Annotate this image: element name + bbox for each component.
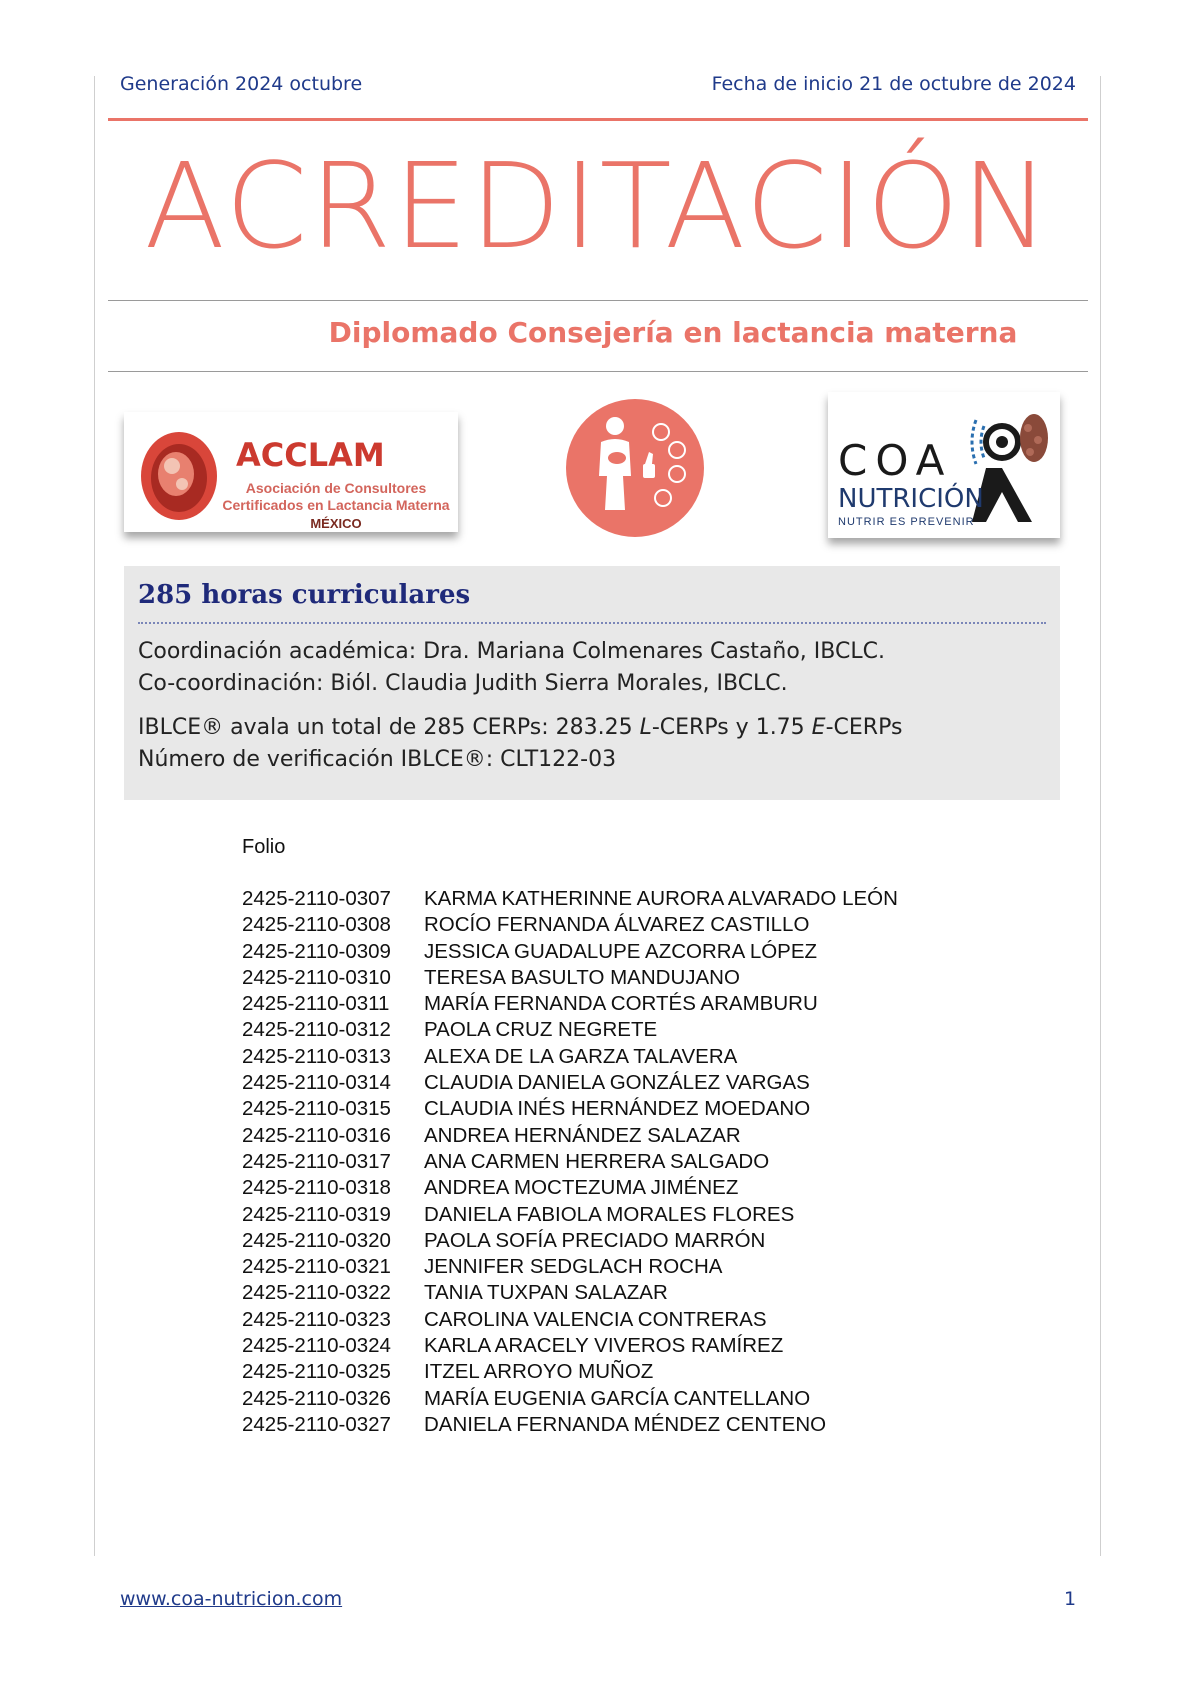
participant-row [242,939,898,965]
title-divider-top [108,300,1088,301]
title-divider-bottom [108,371,1088,372]
participant-folio: 2425-2110-0307 [242,887,391,910]
participant-folio: 2425-2110-0326 [242,1386,391,1410]
participant-row [242,1096,898,1122]
participant-folio: 2425-2110-0325 [242,1360,391,1384]
participant-row [242,965,898,991]
cerps-text-prefix: IBLCE® avala un total de 285 CERPs: 283.25 [138,715,640,740]
participant-folio: 2425-2110-0322 [242,1281,391,1305]
participant-row [242,1017,898,1043]
participant-row [242,1123,898,1149]
verification-number: Número de verificación IBLCE®: CLT122-03 [138,747,617,772]
page-number: 1 [1064,1588,1077,1610]
participant-name: PAOLA CRUZ NEGRETE [424,1018,658,1042]
participant-row [242,1307,898,1333]
acclam-logo [124,412,458,532]
participant-name: ROCÍO FERNANDA ÁLVAREZ CASTILLO [424,913,810,937]
participant-row [242,912,898,938]
participant-row [242,1333,898,1359]
website-link[interactable]: www.coa-nutricion.com [120,1588,343,1610]
left-margin-line [94,76,95,1556]
participant-folio: 2425-2110-0310 [242,965,391,989]
acclam-line1: Asociación de Consultores [245,480,427,496]
participant-row [242,1386,898,1412]
participant-row [242,1149,898,1175]
participant-folio: 2425-2110-0317 [242,1149,391,1173]
participant-name: KARLA ARACELY VIVEROS RAMÍREZ [424,1334,784,1358]
participant-name: PAOLA SOFÍA PRECIADO MARRÓN [424,1228,766,1252]
header-generation: Generación 2024 octubre [120,73,363,95]
participant-folio: 2425-2110-0324 [242,1334,391,1358]
header-start-date: Fecha de inicio 21 de octubre de 2024 [711,73,1076,95]
participant-name: KARMA KATHERINNE AURORA ALVARADO LEÓN [424,887,898,910]
co-coordination: Co-coordinación: Biól. Claudia Judith Sierra Morales, IBCLC. [138,671,788,696]
participant-row [242,1070,898,1096]
participant-row [242,1175,898,1201]
participant-name: ITZEL ARROYO MUÑOZ [424,1360,654,1384]
participant-folio: 2425-2110-0315 [242,1097,391,1121]
participant-folio: 2425-2110-0316 [242,1123,391,1147]
participant-folio: 2425-2110-0318 [242,1176,391,1200]
cerps-e-letter: E [811,715,826,740]
participant-name: JENNIFER SEDGLACH ROCHA [424,1255,723,1279]
coa-word: COA [838,436,953,485]
participant-row [242,1254,898,1280]
participant-name: DANIELA FABIOLA MORALES FLORES [424,1202,795,1226]
participant-row [242,1228,898,1254]
participant-row [242,1202,898,1228]
participant-row [242,1359,898,1385]
participant-name: CLAUDIA DANIELA GONZÁLEZ VARGAS [424,1071,810,1095]
curricular-hours: 285 horas curriculares [138,580,471,610]
acclam-country: MÉXICO [310,516,362,531]
cerps-text-mid: -CERPs y 1.75 [651,715,812,740]
participant-folio: 2425-2110-0311 [242,992,390,1016]
participant-list [242,886,898,1438]
acclam-line2: Certificados en Lactancia Materna [222,497,450,513]
accreditation-info-box [124,566,1060,800]
acclam-name: ACCLAM [236,436,385,474]
participant-folio: 2425-2110-0323 [242,1307,391,1331]
participant-name: CAROLINA VALENCIA CONTRERAS [424,1307,767,1331]
header-divider [108,118,1088,121]
participant-name: MARÍA EUGENIA GARCÍA CANTELLANO [424,1386,811,1410]
participant-row [242,1044,898,1070]
participant-name: TANIA TUXPAN SALAZAR [424,1281,668,1305]
cerps-statement [138,712,1046,744]
participant-folio: 2425-2110-0309 [242,939,391,963]
dotted-divider [138,622,1046,624]
participant-folio: 2425-2110-0319 [242,1202,391,1226]
folio-label: Folio [242,836,286,858]
participant-folio: 2425-2110-0308 [242,913,391,937]
participant-folio: 2425-2110-0313 [242,1044,391,1068]
academic-coordination: Coordinación académica: Dra. Mariana Colmenares Castaño, IBCLC. [138,639,885,664]
participant-row [242,1280,898,1306]
participant-folio: 2425-2110-0320 [242,1228,391,1252]
participant-folio: 2425-2110-0327 [242,1412,391,1436]
participant-name: ANDREA HERNÁNDEZ SALAZAR [424,1123,741,1147]
participant-row [242,991,898,1017]
acclam-emblem-icon [136,428,222,524]
participant-name: ALEXA DE LA GARZA TALAVERA [424,1044,738,1068]
cerps-l-letter: L [639,715,652,740]
breastfeeding-circle-icon [565,398,705,538]
coa-nutricion-logo [828,392,1060,538]
participant-row [242,1412,898,1438]
participant-row [242,886,898,912]
participant-name: DANIELA FERNANDA MÉNDEZ CENTENO [424,1412,827,1436]
participant-folio: 2425-2110-0314 [242,1071,391,1095]
participant-name: TERESA BASULTO MANDUJANO [424,965,740,989]
participant-folio: 2425-2110-0321 [242,1255,391,1279]
coa-nutricion-word: NUTRICIÓN [838,484,984,514]
participant-name: MARÍA FERNANDA CORTÉS ARAMBURU [424,992,818,1016]
participant-folio: 2425-2110-0312 [242,1018,391,1042]
participant-name: JESSICA GUADALUPE AZCORRA LÓPEZ [424,939,818,963]
participant-name: ANDREA MOCTEZUMA JIMÉNEZ [424,1176,739,1200]
participant-name: CLAUDIA INÉS HERNÁNDEZ MOEDANO [424,1097,811,1121]
page-title: ACREDITACIÓN [144,137,1052,275]
diploma-subtitle: Diplomado Consejería en lactancia materna [328,316,1018,349]
participant-name: ANA CARMEN HERRERA SALGADO [424,1149,770,1173]
coa-tagline: NUTRIR ES PREVENIR [838,516,975,528]
cerps-text-suffix: -CERPs [825,715,903,740]
right-margin-line [1100,76,1101,1556]
